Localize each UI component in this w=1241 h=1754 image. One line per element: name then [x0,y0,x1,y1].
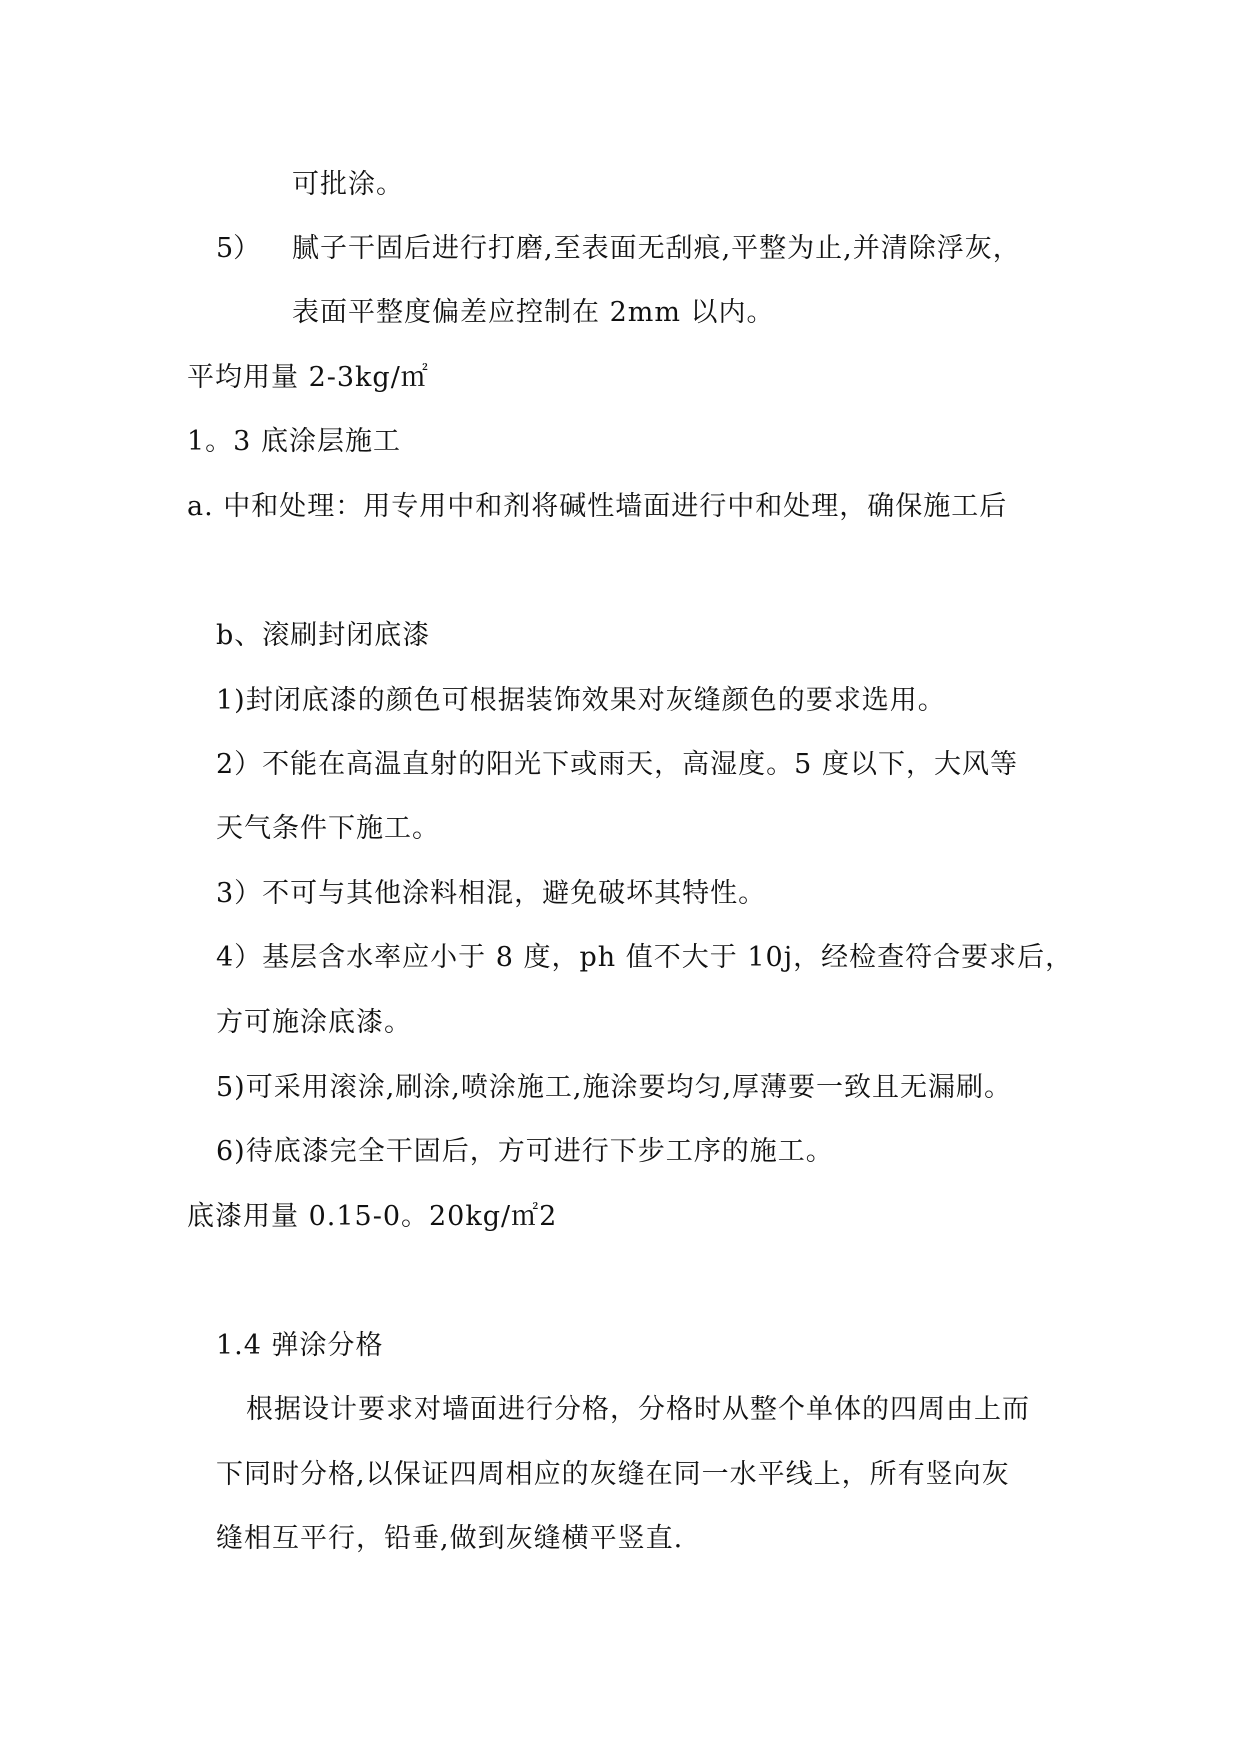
text-line-4: 平均用量 2-3kg/㎡ [187,362,429,393]
text-line-10: 天气条件下施工。 [216,813,440,844]
text-line-16: 底漆用量 0.15-0。20kg/㎡2 [187,1201,558,1232]
text-line-19: 下同时分格,以保证四周相应的灰缝在同一水平线上，所有竖向灰 [216,1459,1010,1490]
text-line-8: 1)封闭底漆的颜色可根据装饰效果对灰缝颜色的要求选用。 [216,685,946,716]
text-line-15: 6)待底漆完全干固后，方可进行下步工序的施工。 [216,1136,834,1167]
text-line-14: 5)可采用滚涂,刷涂,喷涂施工,施涂要均匀,厚薄要一致且无漏刷。 [216,1072,1013,1103]
subheading-b: b、滚刷封闭底漆 [216,620,431,651]
list-number-5: 5） [216,233,261,264]
text-line-11: 3）不可与其他涂料相混，避免破坏其特性。 [216,878,767,909]
text-line-13: 方可施涂底漆。 [216,1007,412,1038]
text-line-2: 腻子干固后进行打磨,至表面无刮痕,平整为止,并清除浮灰， [292,233,1021,264]
text-line-3: 表面平整度偏差应控制在 2mm 以内。 [292,297,775,328]
text-line-1: 可批涂。 [292,169,404,200]
text-line-20: 缝相互平行，铅垂,做到灰缝横平竖直. [216,1523,684,1554]
text-line-9: 2）不能在高温直射的阳光下或雨天，高湿度。5 度以下，大风等 [216,749,1018,780]
text-line-12: 4）基层含水率应小于 8 度，ph 值不大于 10j，经检查符合要求后， [216,942,1074,973]
text-line-18: 根据设计要求对墙面进行分格，分格时从整个单体的四周由上而 [246,1394,1030,1425]
text-line-6: a. 中和处理：用专用中和剂将碱性墙面进行中和处理，确保施工后 [187,491,1008,522]
section-heading-1-4: 1.4 弹涂分格 [216,1330,384,1361]
section-heading-1-3: 1。3 底涂层施工 [187,426,401,457]
